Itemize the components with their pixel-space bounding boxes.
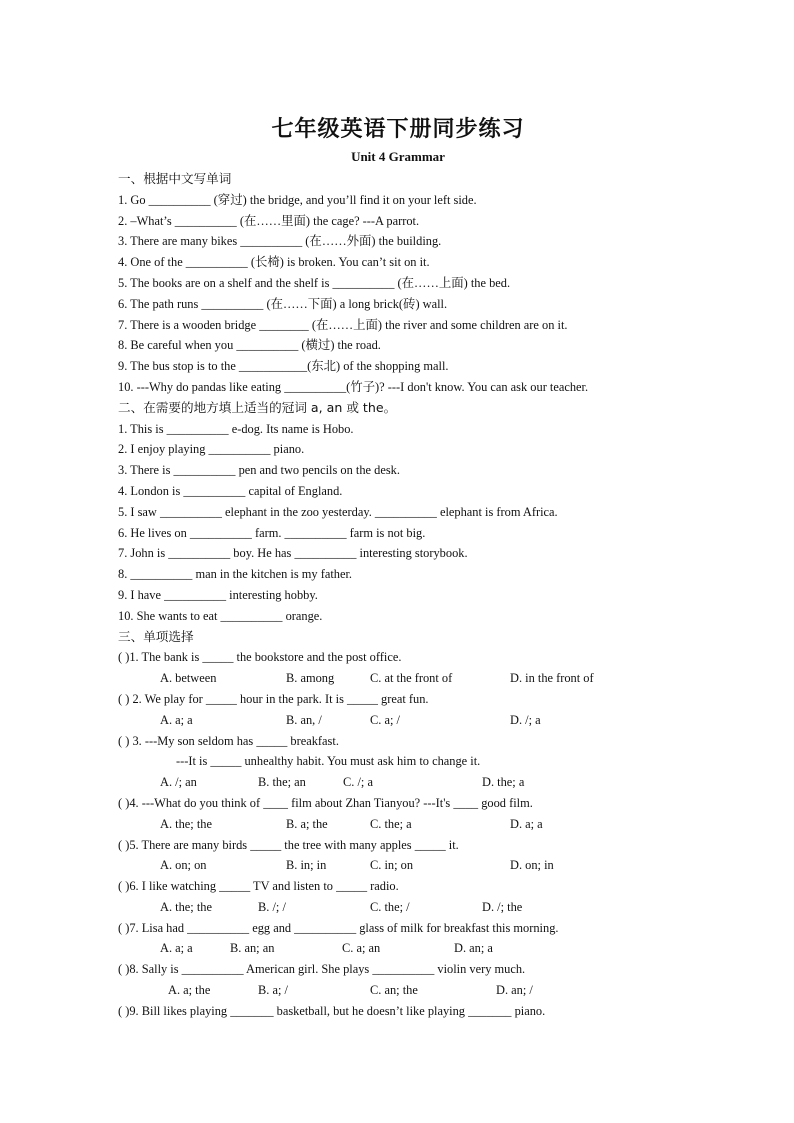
option-b: B. a; the bbox=[286, 816, 328, 831]
s1-item: 1. Go __________ (穿过) the bridge, and you’ll find it on your left side. bbox=[118, 192, 477, 207]
section2-heading: 二、在需要的地方填上适当的冠词 a, an 或 the。 bbox=[118, 399, 397, 415]
mc-question-2: ( ) 2. We play for _____ hour in the park. It is _____ great fun. bbox=[118, 691, 429, 706]
mc-question-7: ( )7. Lisa had __________ egg and __________ glass of milk for breakfast this morning. bbox=[118, 920, 559, 935]
mc-options-7 bbox=[118, 938, 678, 959]
s2-item: 1. This is __________ e-dog. Its name is Hobo. bbox=[118, 421, 354, 436]
mc-question-5: ( )5. There are many birds _____ the tree with many apples _____ it. bbox=[118, 837, 459, 852]
option-b: B. /; / bbox=[258, 899, 286, 914]
option-b: B. an; an bbox=[230, 941, 275, 956]
option-c: C. /; a bbox=[343, 775, 373, 790]
option-a: A. the; the bbox=[160, 899, 212, 914]
s2-item: 6. He lives on __________ farm. __________ farm is not big. bbox=[118, 525, 426, 540]
option-c: C. in; on bbox=[370, 858, 414, 873]
option-c: C. a; / bbox=[370, 712, 400, 727]
option-d: D. /; the bbox=[482, 899, 523, 914]
option-d: D. an; a bbox=[454, 941, 493, 956]
option-a: A. on; on bbox=[160, 858, 207, 873]
mc-question-1: ( )1. The bank is _____ the bookstore and the post office. bbox=[118, 650, 402, 665]
s1-item: 10. ---Why do pandas like eating __________(竹子)? ---I don't know. You can ask our teacher. bbox=[118, 379, 589, 394]
option-b: B. the; an bbox=[258, 775, 306, 790]
worksheet-page bbox=[118, 112, 678, 1022]
page-title: 七年级英语下册同步练习 bbox=[271, 116, 525, 142]
option-c: C. an; the bbox=[370, 983, 418, 998]
mc-options-3 bbox=[118, 772, 678, 793]
s1-item: 5. The books are on a shelf and the shelf is __________ (在……上面) the bed. bbox=[118, 275, 511, 290]
s1-item: 8. Be careful when you __________ (横过) the road. bbox=[118, 338, 381, 353]
option-a: A. between bbox=[160, 671, 217, 686]
s2-item: 10. She wants to eat __________ orange. bbox=[118, 608, 323, 623]
option-d: D. on; in bbox=[510, 858, 554, 873]
option-d: D. in the front of bbox=[510, 671, 594, 686]
option-b: B. an, / bbox=[286, 712, 322, 727]
option-b: B. among bbox=[286, 671, 335, 686]
option-b: B. a; / bbox=[258, 983, 288, 998]
mc-question-6: ( )6. I like watching _____ TV and listen to _____ radio. bbox=[118, 879, 399, 894]
option-c: C. at the front of bbox=[370, 671, 453, 686]
option-d: D. the; a bbox=[482, 775, 525, 790]
s2-item: 5. I saw __________ elephant in the zoo yesterday. __________ elephant is from Africa. bbox=[118, 504, 558, 519]
option-d: D. a; a bbox=[510, 816, 543, 831]
mc-options-4 bbox=[118, 814, 678, 835]
option-c: C. the; / bbox=[370, 899, 410, 914]
mc-question-9: ( )9. Bill likes playing _______ basketball, but he doesn’t like playing _______ piano. bbox=[118, 1003, 546, 1018]
mc-question-8: ( )8. Sally is __________ American girl. She plays __________ violin very much. bbox=[118, 962, 526, 977]
option-b: B. in; in bbox=[286, 858, 327, 873]
mc-question-3-reply: ---It is _____ unhealthy habit. You must ask him to change it. bbox=[176, 754, 481, 769]
s2-item: 2. I enjoy playing __________ piano. bbox=[118, 442, 305, 457]
s1-item: 3. There are many bikes __________ (在……外面) the building. bbox=[118, 234, 442, 249]
s1-item: 6. The path runs __________ (在……下面) a long brick(砖) wall. bbox=[118, 296, 448, 311]
section3-heading: 三、单项选择 bbox=[118, 628, 194, 644]
mc-options-2 bbox=[118, 710, 678, 731]
option-c: C. the; a bbox=[370, 816, 412, 831]
option-a: A. the; the bbox=[160, 816, 212, 831]
s2-item: 8. __________ man in the kitchen is my father. bbox=[118, 567, 353, 582]
s2-item: 7. John is __________ boy. He has __________ interesting storybook. bbox=[118, 546, 468, 561]
option-a: A. a; the bbox=[168, 983, 211, 998]
mc-question-4: ( )4. ---What do you think of ____ film about Zhan Tianyou? ---It's ____ good film. bbox=[118, 795, 533, 810]
s1-item: 9. The bus stop is to the ___________(东北) of the shopping mall. bbox=[118, 359, 449, 374]
option-c: C. a; an bbox=[342, 941, 381, 956]
s2-item: 9. I have __________ interesting hobby. bbox=[118, 587, 318, 602]
option-a: A. a; a bbox=[160, 941, 193, 956]
mc-question-3: ( ) 3. ---My son seldom has _____ breakfast. bbox=[118, 733, 339, 748]
mc-options-6 bbox=[118, 897, 678, 918]
mc-options-5 bbox=[118, 855, 678, 876]
s1-item: 2. –What’s __________ (在……里面) the cage? ---A parrot. bbox=[118, 213, 420, 228]
option-d: D. an; / bbox=[496, 983, 533, 998]
option-a: A. a; a bbox=[160, 712, 193, 727]
option-a: A. /; an bbox=[160, 775, 197, 790]
s2-item: 4. London is __________ capital of England. bbox=[118, 483, 343, 498]
s2-item: 3. There is __________ pen and two pencils on the desk. bbox=[118, 463, 400, 478]
s1-item: 7. There is a wooden bridge ________ (在……上面) the river and some children are on it. bbox=[118, 317, 568, 332]
section1-heading: 一、根据中文写单词 bbox=[118, 171, 232, 186]
mc-options-1 bbox=[118, 668, 678, 689]
page-subtitle: Unit 4 Grammar bbox=[351, 149, 445, 164]
s1-item: 4. One of the __________ (长椅) is broken. You can’t sit on it. bbox=[118, 255, 430, 270]
option-d: D. /; a bbox=[510, 712, 541, 727]
mc-options-8 bbox=[118, 980, 678, 1001]
